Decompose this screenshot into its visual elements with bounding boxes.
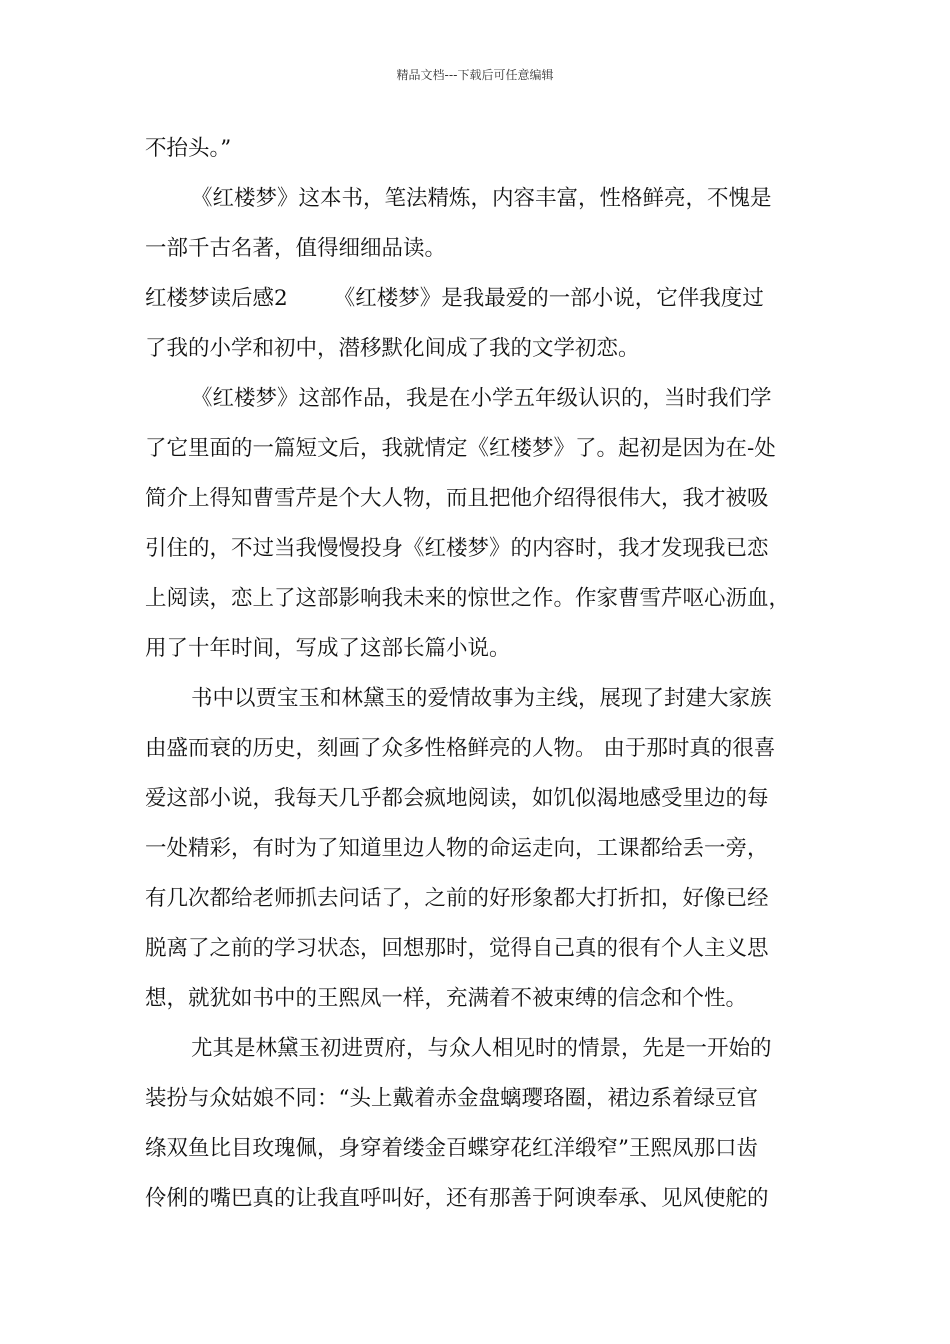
paragraph-start-line: 《红楼梦》这部作品，我是在小学五年级认识的，当时我们学 [191,386,772,411]
text-line: 装扮与众姑娘不同：“头上戴着赤金盘螭璎珞圈，裙边系着绿豆官 [145,1086,758,1111]
document-body [145,124,815,1224]
heading-line [145,274,815,324]
text-line: 简介上得知曹雪芹是个大人物，而且把他介绍得很伟大，我才被吸 [145,486,769,511]
text-line: 引住的，不过当我慢慢投身《红楼梦》的内容时，我才发现我已恋 [145,536,769,561]
text-line: 不抬头。” [145,136,232,161]
text-line: 有几次都给老师抓去问话了，之前的好形象都大打折扣，好像已经 [145,886,769,911]
text-line: 一处精彩，有时为了知道里边人物的命运走向，工课都给丢一旁， [145,836,769,861]
text-line: 了它里面的一篇短文后，我就情定《红楼梦》了。起初是因为在-处 [145,436,776,461]
paragraph-start-line: 《红楼梦》这本书，笔法精炼，内容丰富，性格鲜亮，不愧是 [191,186,772,211]
section-heading: 红楼梦读后感2 [145,286,288,311]
text-line: 上阅读，恋上了这部影响我未来的惊世之作。作家曹雪芹呕心沥血， [145,586,791,611]
heading-line-text: 《红楼梦》是我最爱的一部小说，它伴我度过 [333,286,764,311]
text-line: 脱离了之前的学习状态，回想那时，觉得自己真的很有个人主义思 [145,936,769,961]
paragraph-start-line: 尤其是林黛玉初进贾府，与众人相见时的情景，先是一开始的 [191,1036,772,1061]
text-line: 用了十年时间，写成了这部长篇小说。 [145,636,511,661]
page-header: 精品文档---下载后可任意编辑 [396,68,554,82]
text-line: 由盛而衰的历史，刻画了众多性格鲜亮的人物。 由于那时真的很喜 [145,736,776,761]
text-line: 绦双鱼比目玫瑰佩，身穿着缕金百蝶穿花红洋缎窄”王熙凤那口齿 [145,1136,758,1161]
text-line: 伶俐的嘴巴真的让我直呼叫好，还有那善于阿谀奉承、见风使舵的 [145,1186,769,1211]
paragraph-start-line: 书中以贾宝玉和林黛玉的爱情故事为主线，展现了封建大家族 [191,686,772,711]
text-line: 一部千古名著，值得细细品读。 [145,236,447,261]
text-line: 想，就犹如书中的王熙凤一样，充满着不被束缚的信念和个性。 [145,986,748,1011]
text-line: 爱这部小说，我每天几乎都会疯地阅读，如饥似渴地感受里边的每 [145,786,769,811]
text-line: 了我的小学和初中，潜移默化间成了我的文学初恋。 [145,336,640,361]
